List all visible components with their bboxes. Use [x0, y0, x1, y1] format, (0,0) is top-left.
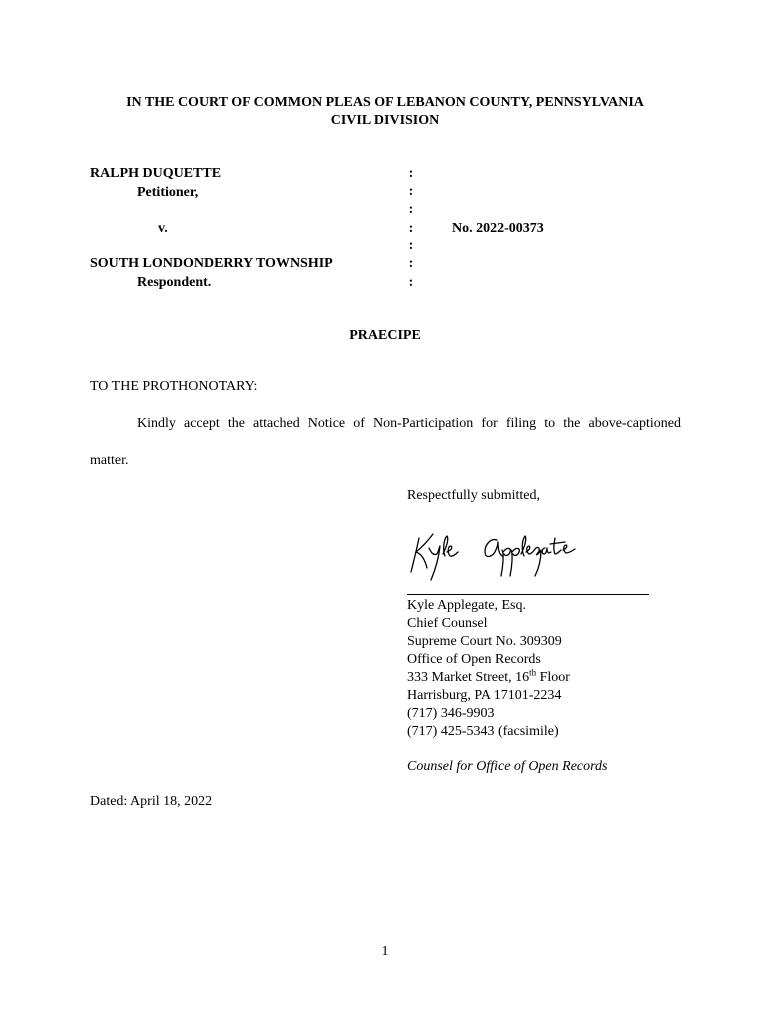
caption-colon: : — [408, 221, 414, 236]
body-paragraph-line1: Kindly accept the attached Notice of Non-Participation for filing to the above-captioned — [137, 416, 681, 431]
court-number: Supreme Court No. 309309 — [407, 634, 562, 649]
caption-colon: : — [408, 184, 414, 199]
caption-colon: : — [408, 238, 414, 253]
caption-colon: : — [408, 166, 414, 181]
caption-colon: : — [408, 275, 414, 290]
versus-label: v. — [158, 221, 168, 236]
attorney-name: Kyle Applegate, Esq. — [407, 598, 526, 613]
salutation: TO THE PROTHONOTARY: — [90, 379, 258, 394]
dated-line: Dated: April 18, 2022 — [90, 794, 213, 809]
document-title: PRAECIPE — [349, 328, 421, 343]
counsel-for: Counsel for Office of Open Records — [407, 759, 608, 774]
page-number: 1 — [381, 944, 389, 959]
fax-number: (717) 425-5343 (facsimile) — [407, 724, 559, 739]
court-heading: IN THE COURT OF COMMON PLEAS OF LEBANON COUNTY, PENNSYLVANIA — [126, 95, 644, 110]
closing: Respectfully submitted, — [407, 488, 540, 503]
division-heading: CIVIL DIVISION — [330, 113, 440, 128]
city-address: Harrisburg, PA 17101-2234 — [407, 688, 562, 703]
signature-line — [407, 594, 649, 595]
body-paragraph-line2: matter. — [90, 453, 129, 468]
caption-colon: : — [408, 256, 414, 271]
respondent-name: SOUTH LONDONDERRY TOWNSHIP — [90, 256, 333, 271]
case-number: No. 2022-00373 — [452, 221, 544, 236]
phone-number: (717) 346-9903 — [407, 706, 495, 721]
respondent-role: Respondent. — [137, 275, 212, 290]
caption-colon: : — [408, 202, 414, 217]
office-name: Office of Open Records — [407, 652, 541, 667]
petitioner-role: Petitioner, — [137, 185, 199, 200]
street-address: 333 Market Street, 16th Floor — [407, 667, 570, 685]
petitioner-name: RALPH DUQUETTE — [90, 166, 222, 181]
handwritten-signature — [405, 524, 585, 584]
attorney-title: Chief Counsel — [407, 616, 488, 631]
